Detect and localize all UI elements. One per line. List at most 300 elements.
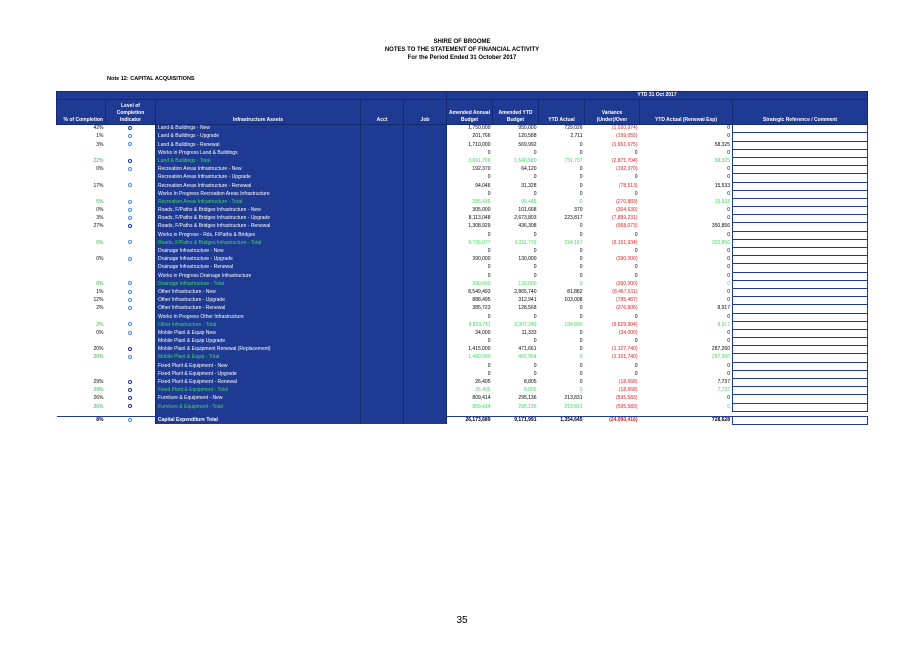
- cell-renewal: 0: [727, 264, 730, 271]
- cell-renewal: 287,260: [711, 354, 730, 361]
- cell-asset: Recreation Areas Infrastructure - Upgrade: [156, 174, 361, 182]
- cell-renewal: 0: [727, 338, 730, 345]
- cell-asset: Other Infrastructure - Renewal: [156, 305, 361, 313]
- cell-ytd-actual: 103,008: [564, 297, 583, 304]
- cell-renewal: 0: [727, 207, 730, 214]
- cell-budget: 34,000: [475, 329, 491, 336]
- cell-asset: Fixed Plant & Equipment - New: [156, 362, 361, 370]
- cell-ytd-budget: 0: [533, 338, 537, 345]
- cell-acct: [361, 141, 404, 149]
- cell-asset: Roads, F/Paths & Bridges Infrastructure - Total: [156, 239, 361, 247]
- cell-asset: Roads, F/Paths & Bridges Infrastructure - New: [156, 207, 361, 215]
- cell-budget: 192,370: [472, 166, 491, 173]
- cell-comment: [733, 362, 868, 370]
- cell-ind: [106, 329, 156, 337]
- cell-ytd-actual: 0: [579, 141, 583, 148]
- cell-job: [404, 223, 447, 231]
- cell-ytd-actual: 0: [579, 248, 583, 254]
- cell-acct: [361, 174, 404, 182]
- completion-indicator-icon: [128, 208, 132, 212]
- cell-asset: Fixed Plant & Equipment - Upgrade: [156, 370, 361, 378]
- cell-job: [404, 256, 447, 264]
- completion-indicator-icon: [128, 240, 132, 244]
- table-row: [57, 329, 868, 337]
- cell-pct: 27%: [93, 223, 104, 230]
- subtotal-row: [57, 157, 868, 165]
- cell-acct: [361, 280, 404, 288]
- subtotal-row: [57, 387, 868, 395]
- cell-acct: [361, 416, 404, 424]
- cell-budget: 94,046: [475, 182, 491, 189]
- cell-job: [404, 174, 447, 182]
- table-row: [57, 174, 868, 182]
- cell-pct: 2%: [96, 305, 104, 312]
- cell-ind: [106, 338, 156, 346]
- cell-pct: 42%: [93, 125, 104, 132]
- cell-job: [404, 305, 447, 313]
- cell-comment: [733, 370, 868, 378]
- cell-variance: (595,583): [616, 403, 638, 410]
- cell-pct: [57, 149, 106, 157]
- table-row: [57, 190, 868, 198]
- cell-ind: [106, 403, 156, 411]
- cell-asset: Furniture & Equipment - Total: [156, 403, 361, 411]
- cell-comment: [733, 239, 868, 247]
- cell-ind: [106, 215, 156, 223]
- cell-variance: (390,000): [616, 256, 638, 263]
- cell-ytd-actual: 0: [579, 256, 583, 263]
- cell-acct: [361, 264, 404, 272]
- cell-renewal: 15,533: [714, 182, 730, 189]
- cell-budget: 809,414: [472, 403, 491, 410]
- cell-ytd-actual: 223,817: [564, 215, 583, 222]
- cell-ind: [106, 231, 156, 239]
- cell-ind: [106, 387, 156, 395]
- cell-comment: [733, 215, 868, 223]
- cell-comment: [733, 329, 868, 337]
- cell-ytd-budget: 3,211,779: [514, 239, 537, 246]
- cell-comment: [733, 354, 868, 362]
- col-variance: Variance (Under)/Over: [585, 100, 640, 125]
- cell-renewal: 15,533: [714, 198, 730, 205]
- cell-budget: 390,000: [472, 280, 491, 287]
- cell-pct: 26%: [93, 395, 104, 402]
- cell-job: [404, 321, 447, 329]
- col-asset: Infrastructure Assets: [156, 100, 361, 125]
- cell-budget: 1,308,929: [468, 223, 491, 230]
- cell-ytd-budget: 0: [533, 313, 537, 320]
- cell-ytd-budget: 0: [533, 231, 537, 238]
- cell-renewal: 0: [727, 313, 730, 320]
- cell-ytd-actual: 731,737: [564, 157, 583, 164]
- subtotal-row: [57, 403, 868, 411]
- cell-ytd-actual: 0: [579, 280, 583, 287]
- cell-acct: [361, 207, 404, 215]
- cell-pct: [57, 370, 106, 378]
- cell-ind: [106, 256, 156, 264]
- cell-job: [404, 280, 447, 288]
- completion-indicator-icon: [128, 418, 132, 422]
- cell-pct: [57, 313, 106, 321]
- table-row: [57, 133, 868, 141]
- cell-comment: [733, 190, 868, 198]
- completion-indicator-icon: [128, 200, 132, 204]
- cell-pct: 2%: [96, 321, 104, 328]
- cell-renewal: 0: [727, 395, 730, 402]
- cell-job: [404, 157, 447, 165]
- cell-asset: Furniture & Equipment - New: [156, 395, 361, 403]
- page-number: 35: [456, 615, 468, 626]
- cell-renewal: 0: [727, 190, 730, 197]
- cell-ytd-budget: 2,673,803: [514, 215, 537, 222]
- cell-ytd-budget: 0: [533, 370, 537, 377]
- cell-ytd-actual: 0: [579, 182, 583, 189]
- cell-comment: [733, 288, 868, 296]
- cell-variance: 0: [634, 231, 638, 238]
- subtotal-row: [57, 321, 868, 329]
- cell-acct: [361, 239, 404, 247]
- cell-acct: [361, 182, 404, 190]
- cell-renewal: 0: [727, 125, 730, 132]
- cell-budget: 0: [487, 174, 491, 181]
- cell-pct: 8%: [57, 416, 106, 424]
- cell-variance: 0: [634, 174, 638, 181]
- cell-acct: [361, 379, 404, 387]
- cell-ytd-actual: 213,831: [564, 395, 583, 402]
- cell-ind: [106, 133, 156, 141]
- completion-indicator-icon: [128, 134, 132, 138]
- table-row: [57, 215, 868, 223]
- cell-acct: [361, 346, 404, 354]
- cell-ind: [106, 157, 156, 165]
- table-row: [57, 125, 868, 133]
- cell-ytd-budget: 11,333: [521, 329, 537, 336]
- cell-renewal: 0: [727, 174, 730, 181]
- cell-budget: 385,723: [472, 305, 491, 312]
- cell-renewal: 350,856: [711, 239, 730, 246]
- cell-budget: 26,405: [475, 387, 491, 394]
- cell-variance: (1,020,974): [611, 125, 638, 132]
- cell-asset: Mobile Plant & Equipment Renewal (Replacement): [156, 346, 361, 354]
- cell-budget: 1,415,000: [468, 346, 491, 353]
- cell-asset: Drainage Infrastructure - Renewal: [156, 264, 361, 272]
- cell-ytd-actual: 0: [579, 305, 583, 312]
- table-row: [57, 223, 868, 231]
- capital-acquisitions-table: [56, 91, 868, 425]
- cell-ind: [106, 264, 156, 272]
- table-row: [57, 149, 868, 157]
- completion-indicator-icon: [128, 380, 132, 384]
- cell-ytd-budget: 95,448: [521, 198, 537, 205]
- table-row: [57, 297, 868, 305]
- cell-renewal: 7,737: [717, 379, 730, 385]
- cell-comment: [733, 403, 868, 411]
- cell-ytd-budget: 295,136: [518, 395, 537, 402]
- cell-asset: Other Infrastructure - Upgrade: [156, 297, 361, 305]
- cell-comment: [733, 264, 868, 272]
- cell-acct: [361, 305, 404, 313]
- cell-ytd-budget: 128,568: [518, 305, 537, 312]
- cell-pct: [57, 338, 106, 346]
- cell-ytd-actual: 0: [579, 223, 583, 230]
- cell-ytd-budget: 8,805: [523, 387, 537, 394]
- cell-renewal: 7,737: [717, 387, 730, 394]
- cell-acct: [361, 354, 404, 362]
- cell-variance: (1,651,675): [611, 141, 638, 148]
- cell-job: [404, 313, 447, 321]
- cell-job: [404, 182, 447, 190]
- completion-indicator-icon: [128, 290, 132, 294]
- cell-pct: 0%: [96, 256, 104, 263]
- cell-renewal: 0: [727, 362, 730, 369]
- cell-acct: [361, 190, 404, 198]
- cell-ytd-actual: 0: [579, 166, 583, 173]
- cell-renewal: 8,917: [717, 321, 730, 328]
- org-name: SHIRE OF BROOME: [433, 39, 491, 45]
- table-row: [57, 272, 868, 280]
- cell-job: [404, 403, 447, 411]
- cell-ind: [106, 198, 156, 206]
- cell-ytd-budget: 0: [533, 149, 537, 156]
- completion-indicator-icon: [128, 183, 132, 187]
- cell-comment: [733, 157, 868, 165]
- cell-asset: Works In Progress Recreation Areas Infrastructure: [156, 190, 361, 198]
- cell-pct: 1%: [96, 288, 104, 295]
- cell-job: [404, 297, 447, 305]
- report-title: NOTES TO THE STATEMENT OF FINANCIAL ACTIVITY: [384, 47, 540, 53]
- table-row: [57, 346, 868, 354]
- cell-ytd-actual: 0: [579, 346, 583, 353]
- cell-comment: [733, 256, 868, 264]
- table-row: [57, 379, 868, 387]
- cell-pct: [57, 264, 106, 272]
- cell-ytd-actual: 0: [579, 174, 583, 181]
- cell-asset: Land & Buildings - Upgrade: [156, 133, 361, 141]
- col-indicator: Level of Completion Indicator: [106, 100, 156, 125]
- cell-comment: [733, 297, 868, 305]
- cell-job: [404, 338, 447, 346]
- cell-acct: [361, 272, 404, 280]
- cell-variance: (390,000): [616, 280, 638, 287]
- table-row: [57, 370, 868, 378]
- cell-renewal: 0: [727, 370, 730, 377]
- cell-pct: 1%: [96, 133, 104, 140]
- cell-ytd-budget: 8,805: [523, 379, 537, 385]
- cell-acct: [361, 256, 404, 264]
- cell-acct: [361, 231, 404, 239]
- cell-budget: 9,726,977: [468, 239, 491, 246]
- cell-budget: 809,414: [472, 395, 491, 402]
- cell-variance: (192,370): [616, 166, 638, 173]
- cell-asset: Land & Buildings - New: [156, 125, 361, 133]
- cell-comment: [733, 248, 868, 256]
- cell-budget: 201,766: [472, 133, 491, 140]
- cell-job: [404, 141, 447, 149]
- cell-pct: 29%: [93, 387, 104, 394]
- cell-comment: [733, 387, 868, 395]
- cell-acct: [361, 329, 404, 337]
- cell-ytd-budget: 482,994: [518, 354, 537, 361]
- cell-ytd-actual: 1,354,645: [539, 416, 585, 424]
- cell-ind: [106, 297, 156, 305]
- cell-renewal: 0: [727, 297, 730, 304]
- cell-ytd-budget: 2,865,740: [514, 288, 537, 295]
- table-row: [57, 288, 868, 296]
- cell-budget: 0: [487, 264, 491, 271]
- cell-budget: 0: [487, 149, 491, 156]
- cell-acct: [361, 223, 404, 231]
- cell-pct: 29%: [93, 379, 104, 385]
- cell-asset: Works in Progress Land & Buildings: [156, 149, 361, 157]
- cell-pct: 12%: [93, 297, 104, 304]
- cell-ind: [106, 305, 156, 313]
- cell-ytd-actual: 0: [579, 354, 583, 361]
- cell-asset: Other Infrastructure - New: [156, 288, 361, 296]
- cell-comment: [733, 395, 868, 403]
- cell-job: [404, 248, 447, 256]
- cell-ytd-actual: 0: [579, 272, 583, 279]
- cell-comment: [733, 125, 868, 133]
- cell-ind: [106, 354, 156, 362]
- cell-ytd-budget: 312,941: [518, 297, 537, 304]
- cell-variance: (9,151,934): [611, 239, 638, 246]
- cell-budget: 0: [487, 248, 491, 254]
- cell-budget: 1,710,000: [468, 141, 491, 148]
- cell-acct: [361, 313, 404, 321]
- cell-budget: 0: [487, 231, 491, 238]
- completion-indicator-icon: [128, 322, 132, 326]
- cell-pct: 20%: [93, 354, 104, 361]
- col-pct: % of Completion: [57, 100, 106, 125]
- cell-ytd-actual: 81,882: [567, 288, 583, 295]
- cell-asset: Works in Progress Drainage Infrastructure: [156, 272, 361, 280]
- cell-renewal: 287,260: [711, 346, 730, 353]
- cell-comment: [733, 272, 868, 280]
- cell-ytd-actual: 0: [579, 338, 583, 345]
- cell-ytd-budget: 0: [533, 190, 537, 197]
- cell-variance: (24,090,416): [585, 416, 640, 424]
- cell-pct: [57, 190, 106, 198]
- cell-variance: (199,055): [616, 133, 638, 140]
- completion-indicator-icon: [128, 167, 132, 171]
- completion-indicator-icon: [128, 281, 132, 285]
- cell-variance: (304,630): [616, 207, 638, 214]
- cell-ytd-actual: 0: [579, 387, 583, 394]
- table-row: [57, 248, 868, 256]
- cell-renewal: 0: [727, 133, 730, 140]
- cell-acct: [361, 149, 404, 157]
- cell-ind: [106, 190, 156, 198]
- cell-ytd-budget: 130,000: [518, 280, 537, 287]
- cell-acct: [361, 395, 404, 403]
- cell-asset: Recreation Areas Infrastructure - Renewal: [156, 182, 361, 190]
- cell-variance: (1,161,740): [611, 354, 638, 361]
- cell-asset: Drainage Infrastructure - Total: [156, 280, 361, 288]
- cell-renewal: 0: [727, 248, 730, 254]
- cell-ytd-actual: 0: [579, 362, 583, 369]
- cell-variance: 0: [634, 338, 638, 345]
- cell-variance: 0: [634, 362, 638, 369]
- cell-comment: [733, 338, 868, 346]
- cell-variance: (9,629,904): [611, 321, 638, 328]
- cell-comment: [733, 149, 868, 157]
- table-row: [57, 305, 868, 313]
- cell-ytd-budget: 0: [533, 174, 537, 181]
- cell-ytd-actual: 2,711: [570, 133, 583, 140]
- cell-pct: [57, 248, 106, 256]
- cell-acct: [361, 403, 404, 411]
- cell-ind: [106, 288, 156, 296]
- table-row: [57, 231, 868, 239]
- cell-ytd-actual: 0: [579, 264, 583, 271]
- cell-variance: (7,889,231): [611, 215, 638, 222]
- cell-ytd-budget: 0: [533, 264, 537, 271]
- cell-variance: (8,467,611): [612, 288, 638, 295]
- cell-ind: [106, 239, 156, 247]
- cell-asset: Fixed Plant & Equipment - Total: [156, 387, 361, 395]
- column-header-row: [57, 100, 868, 125]
- cell-comment: [733, 207, 868, 215]
- cell-job: [404, 362, 447, 370]
- cell-ind: [106, 272, 156, 280]
- completion-indicator-icon: [128, 257, 132, 261]
- cell-renewal: 0: [727, 272, 730, 279]
- cell-asset: Mobile Plant & Equip New: [156, 329, 361, 337]
- table-row: [57, 182, 868, 190]
- cell-acct: [361, 157, 404, 165]
- cell-budget: 26,173,689: [447, 416, 493, 424]
- cell-ind: [106, 174, 156, 182]
- cell-job: [404, 288, 447, 296]
- cell-variance: (34,000): [618, 329, 638, 336]
- cell-asset: Land & Buildings - Renewal: [156, 141, 361, 149]
- cell-variance: 0: [634, 149, 638, 156]
- cell-pct: 20%: [93, 346, 104, 353]
- cell-ind: [106, 416, 156, 424]
- cell-ytd-actual: 0: [579, 198, 583, 205]
- cell-acct: [361, 362, 404, 370]
- cell-budget: 0: [487, 190, 491, 197]
- cell-budget: 8,113,048: [468, 215, 491, 222]
- cell-renewal: 58,325: [714, 141, 730, 148]
- cell-variance: (18,668): [618, 387, 638, 394]
- cell-ytd-budget: 130,000: [518, 256, 537, 263]
- cell-renewal: 58,325: [714, 157, 730, 164]
- cell-budget: 286,416: [472, 198, 491, 205]
- cell-asset: Capital Expenditure Total: [156, 416, 361, 424]
- cell-job: [404, 272, 447, 280]
- cell-ytd-budget: 950,000: [518, 125, 537, 132]
- cell-renewal: 0: [727, 149, 730, 156]
- cell-ind: [106, 125, 156, 133]
- cell-ind: [106, 182, 156, 190]
- col-comment: Strategic Reference / Comment: [733, 100, 868, 125]
- cell-job: [404, 346, 447, 354]
- cell-variance: 0: [634, 264, 638, 271]
- cell-variance: (785,487): [616, 297, 638, 304]
- cell-asset: Drainage Infrastructure - Upgrade: [156, 256, 361, 264]
- completion-indicator-icon: [128, 396, 132, 400]
- cell-asset: Mobile Plant & Equip Upgrade: [156, 338, 361, 346]
- cell-ytd-budget: 3,307,249: [514, 321, 537, 328]
- cell-renewal: 0: [727, 215, 730, 222]
- subtotal-row: [57, 280, 868, 288]
- col-budget: Amended Annual Budget: [447, 100, 493, 125]
- cell-pct: 22%: [93, 157, 104, 164]
- completion-indicator-icon: [128, 347, 132, 351]
- cell-renewal: 0: [727, 256, 730, 263]
- cell-job: [404, 264, 447, 272]
